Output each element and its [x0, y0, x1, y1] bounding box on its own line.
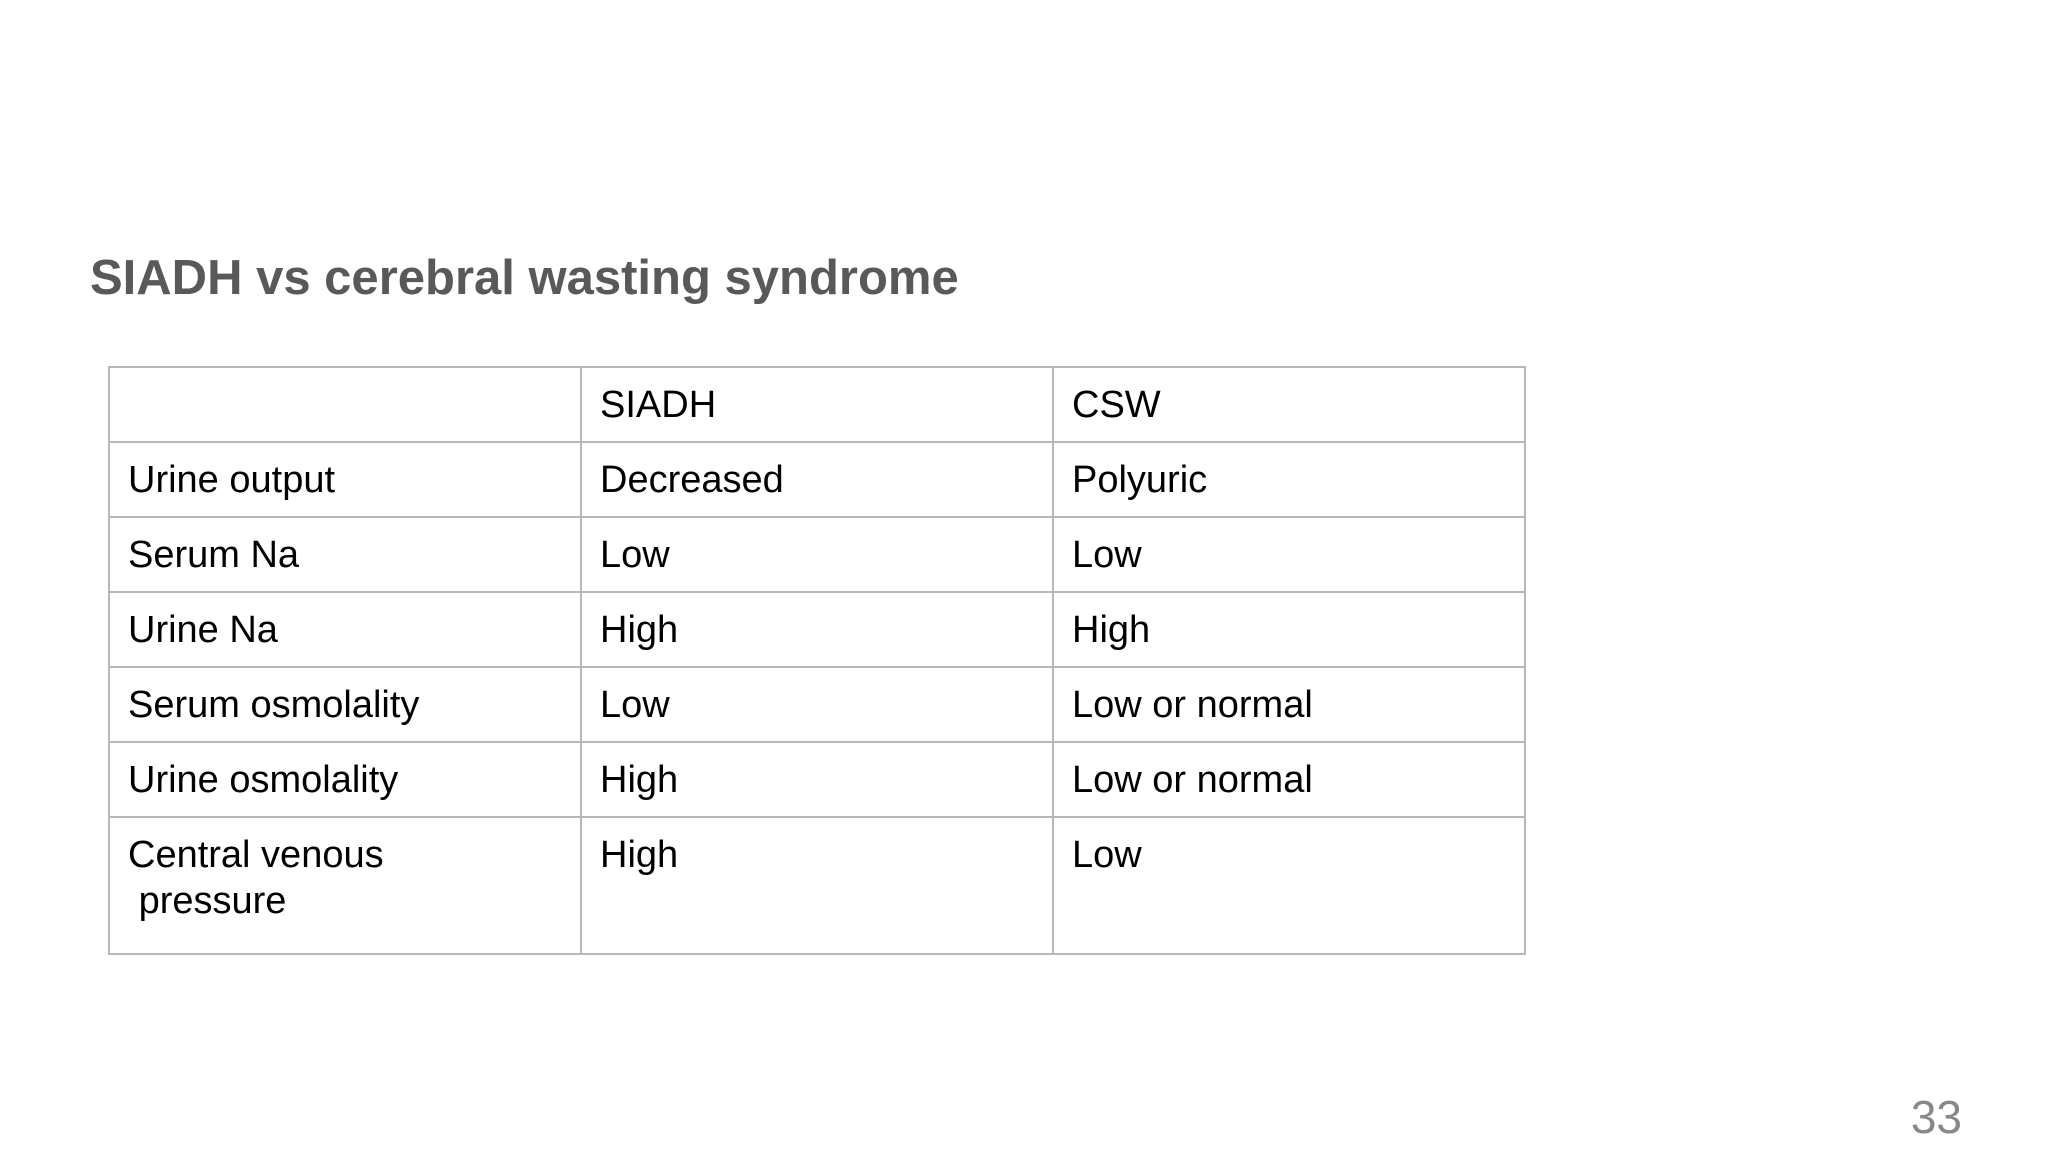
- cell-text: CSW: [1072, 384, 1161, 426]
- cell-text: Low: [1072, 534, 1142, 576]
- cell-text: Low or normal: [1072, 759, 1313, 801]
- table-row: [109, 817, 1525, 954]
- cell-text: SIADH: [600, 384, 717, 426]
- cell-text: Central venous pressure: [128, 834, 384, 922]
- table-row: [109, 592, 1525, 667]
- slide-number: 33: [1910, 1091, 1962, 1143]
- table-cell: [1053, 592, 1525, 667]
- table-cell: [581, 667, 1053, 742]
- cell-text: Low: [1072, 834, 1142, 876]
- cell-text: High: [600, 609, 679, 651]
- cell-text: Urine output: [128, 459, 336, 501]
- cell-text: Serum osmolality: [128, 684, 420, 726]
- table-cell: [1053, 442, 1525, 517]
- table-cell: [581, 742, 1053, 817]
- table-row: [109, 742, 1525, 817]
- cell-text: High: [600, 759, 679, 801]
- cell-text: Urine osmolality: [128, 759, 399, 801]
- table-row: [109, 517, 1525, 592]
- table-row: [109, 667, 1525, 742]
- table-cell: [1053, 517, 1525, 592]
- cell-text: Low or normal: [1072, 684, 1313, 726]
- table-header-cell: [1053, 367, 1525, 442]
- table-header-cell: [109, 367, 581, 442]
- table-cell: [1053, 742, 1525, 817]
- table-header-cell: [581, 367, 1053, 442]
- cell-text: Low: [600, 684, 670, 726]
- cell-text: Low: [600, 534, 670, 576]
- cell-text: Decreased: [600, 459, 784, 501]
- table-cell: [109, 817, 581, 954]
- slide-title: SIADH vs cerebral wasting syndrome: [90, 251, 959, 305]
- table-cell: [1053, 817, 1525, 954]
- table-cell: [109, 592, 581, 667]
- table-row: [109, 442, 1525, 517]
- table-cell: [109, 517, 581, 592]
- table-cell: [581, 592, 1053, 667]
- cell-text: High: [600, 834, 679, 876]
- table-cell: [581, 442, 1053, 517]
- cell-text: Polyuric: [1072, 459, 1208, 501]
- table-cell: [581, 817, 1053, 954]
- comparison-table: [108, 366, 1526, 955]
- table-cell: [109, 442, 581, 517]
- table-cell: [581, 517, 1053, 592]
- cell-text: Serum Na: [128, 534, 300, 576]
- table-header-row: [109, 367, 1525, 442]
- table-cell: [1053, 667, 1525, 742]
- table-cell: [109, 742, 581, 817]
- cell-text: Urine Na: [128, 609, 278, 651]
- cell-text: High: [1072, 609, 1151, 651]
- table-cell: [109, 667, 581, 742]
